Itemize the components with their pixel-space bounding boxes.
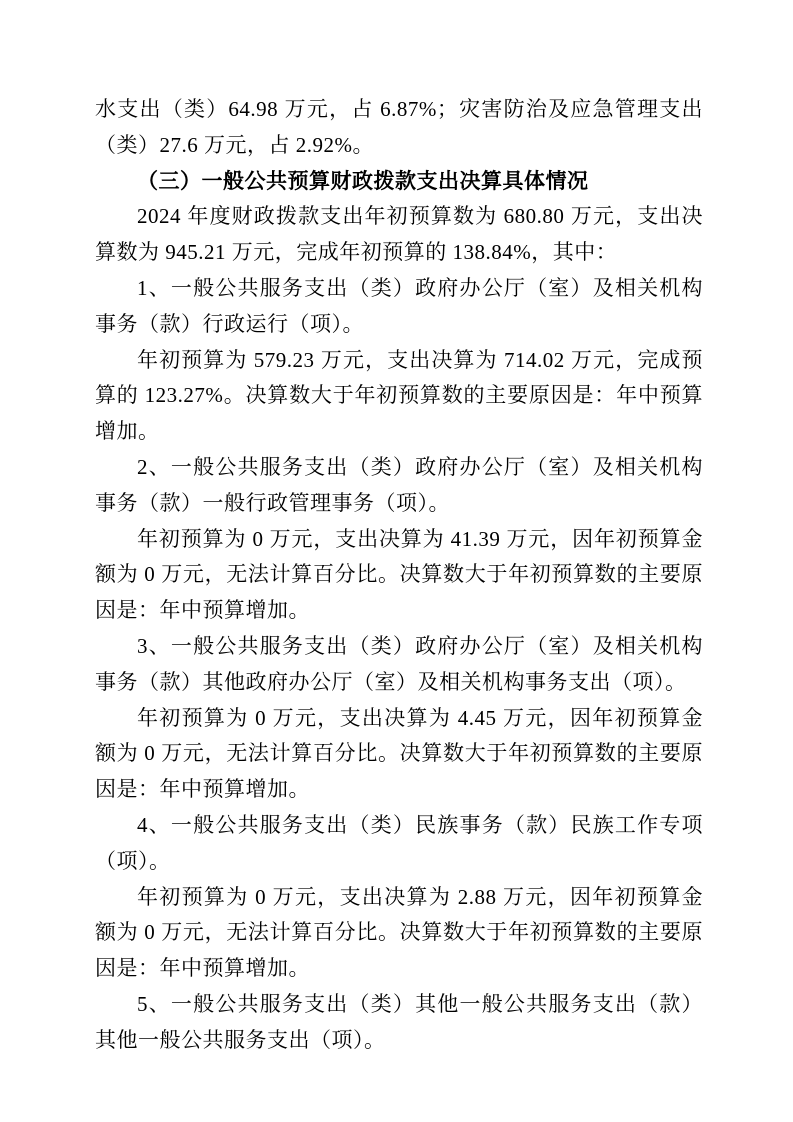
paragraph-item1-detail: 年初预算为 579.23 万元，支出决算为 714.02 万元，完成预算的 123.27%。决算数大于年初预算数的主要原因是：年中预算增加。 [95, 347, 703, 444]
paragraph-item4-detail: 年初预算为 0 万元，支出决算为 2.88 万元，因年初预算金额为 0 万元，无法计算百分比。决算数大于年初预算数的主要原因是：年中预算增加。 [95, 884, 703, 981]
document-body [95, 92, 703, 1059]
paragraph-item3-detail: 年初预算为 0 万元，支出决算为 4.45 万元，因年初预算金额为 0 万元，无法计算百分比。决算数大于年初预算数的主要原因是：年中预算增加。 [95, 705, 703, 802]
paragraph-item2-detail: 年初预算为 0 万元，支出决算为 41.39 万元，因年初预算金额为 0 万元，无法计算百分比。决算数大于年初预算数的主要原因是：年中预算增加。 [95, 526, 703, 623]
paragraph-item5-title: 5、一般公共服务支出（类）其他一般公共服务支出（款）其他一般公共服务支出（项）。 [95, 991, 703, 1052]
paragraph-item1-title: 1、一般公共服务支出（类）政府办公厅（室）及相关机构事务（款）行政运行（项）。 [95, 275, 703, 336]
section-heading: （三）一般公共预算财政拨款支出决算具体情况 [137, 169, 589, 193]
paragraph-item3-title: 3、一般公共服务支出（类）政府办公厅（室）及相关机构事务（款）其他政府办公厅（室）及相关机构事务支出（项）。 [95, 633, 703, 694]
paragraph-2024-budget-summary: 2024 年度财政拨款支出年初预算数为 680.80 万元，支出决算数为 945.21 万元，完成年初预算的 138.84%，其中： [95, 204, 703, 265]
paragraph-item2-title: 2、一般公共服务支出（类）政府办公厅（室）及相关机构事务（款）一般行政管理事务（项）。 [95, 454, 703, 515]
paragraph-continuation-water-disaster: 水支出（类）64.98 万元，占 6.87%；灾害防治及应急管理支出（类）27.6 万元，占 2.92%。 [95, 97, 703, 157]
paragraph-item4-title: 4、一般公共服务支出（类）民族事务（款）民族工作专项（项）。 [95, 812, 703, 873]
